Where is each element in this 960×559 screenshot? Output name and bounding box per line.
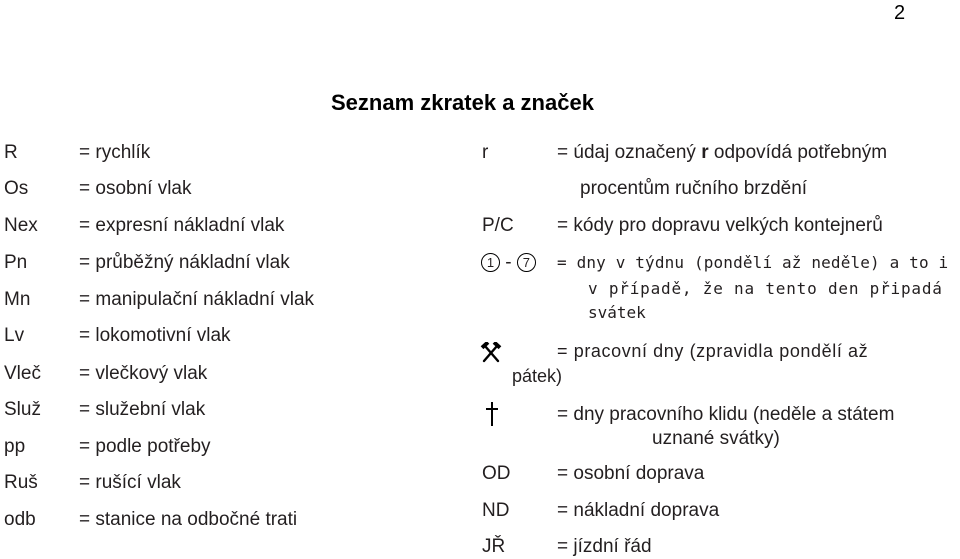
desc-od: = osobní doprava [557,463,705,484]
page-title: Seznam zkratek a značek [331,90,594,115]
desc-rus: = rušící vlak [79,472,181,493]
hammers-icon [480,342,502,364]
desc-r: = rychlík [79,142,151,163]
page-number: 2 [894,2,906,24]
desc-r-prefix: = údaj označený [557,142,696,163]
desc-days-line3: svátek [588,303,646,322]
abbr-sluz: Služ [4,399,41,420]
desc-pn: = průběžný nákladní vlak [79,252,290,273]
desc-r-line2: procentům ručního brzdění [580,178,808,199]
desc-days-line1: = dny v týdnu (pondělí až neděle) a to i [557,253,949,272]
abbr-vlec: Vleč [4,363,41,384]
abbr-pn: Pn [4,252,28,273]
desc-lv: = lokomotivní vlak [79,325,231,346]
days-dash: - [505,252,512,273]
desc-work-line2: pátek) [512,366,563,386]
desc-sluz: = služební vlak [79,399,206,420]
abbr-pp: pp [4,436,26,457]
desc-r-small [557,142,887,164]
abbr-nd: ND [482,500,510,521]
desc-odb: = stanice na odbočné trati [79,509,298,530]
desc-work-line1: = pracovní dny (zpravidla pondělí až [557,341,869,361]
abbr-r-small: r [482,142,489,163]
desc-mn: = manipulační nákladní vlak [79,289,315,310]
abbr-od: OD [482,463,511,484]
cross-icon [485,401,499,427]
abbr-lv: Lv [4,325,25,346]
desc-nd: = nákladní doprava [557,500,720,521]
desc-jr: = jízdní řád [557,536,652,557]
abbr-jr: JŘ [482,536,506,557]
desc-r-suffix: odpovídá potřebným [713,142,888,163]
circled-one-icon: 1 [481,253,500,272]
desc-pp: = podle potřeby [79,436,211,457]
abbr-pc: P/C [482,215,514,236]
abbr-mn: Mn [4,289,31,310]
desc-holiday-line2: uznané svátky) [652,428,780,449]
days-range [481,252,536,274]
abbr-rus: Ruš [4,472,38,493]
abbr-nex: Nex [4,215,38,236]
desc-days-line2: v případě, že na tento den připadá [588,279,943,298]
desc-r-bold: r [701,142,709,163]
abbr-r: R [4,142,18,163]
desc-nex: = expresní nákladní vlak [79,215,285,236]
desc-pc: = kódy pro dopravu velkých kontejnerů [557,215,883,236]
abbr-odb: odb [4,509,36,530]
circled-seven-icon: 7 [517,253,536,272]
desc-os: = osobní vlak [79,178,192,199]
abbr-os: Os [4,178,29,199]
desc-vlec: = vlečkový vlak [79,363,208,384]
desc-holiday-line1: = dny pracovního klidu (neděle a státem [557,404,895,425]
